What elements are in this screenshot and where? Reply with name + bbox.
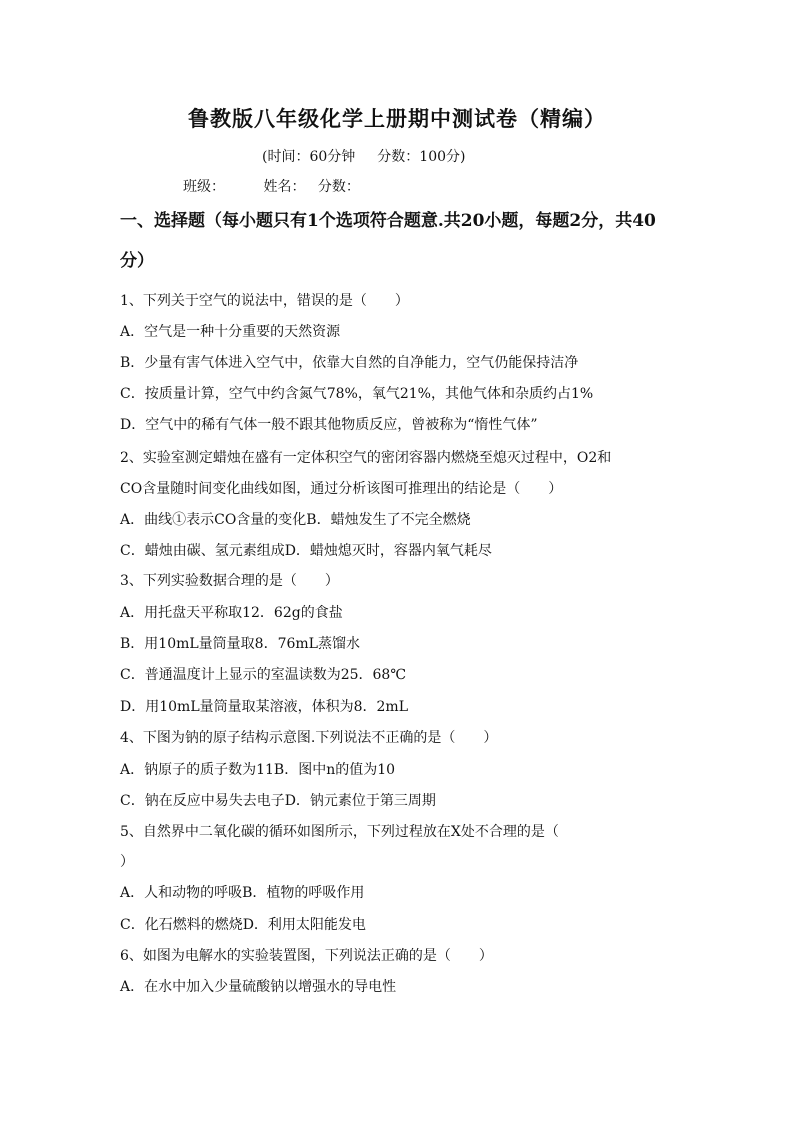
question-line: B．少量有害气体进入空气中，依靠大自然的自净能力，空气仍能保持洁净: [120, 355, 579, 371]
question-line: D．空气中的稀有气体一般不跟其他物质反应，曾被称为“惰性气体”: [120, 417, 538, 433]
question-line: A．空气是一种十分重要的天然资源: [120, 324, 341, 340]
question-line: 4、下图为钠的原子结构示意图.下列说法不正确的是（ ）: [120, 730, 498, 746]
name-label: 姓名：: [263, 179, 306, 195]
question-line: A．用托盘天平称取12．62g的食盐: [120, 605, 343, 621]
page-title: 鲁教版八年级化学上册期中测试卷（精编）: [188, 106, 606, 131]
question-line: 1、下列关于空气的说法中，错误的是（ ）: [120, 293, 409, 309]
question-line: 3、下列实验数据合理的是（ ）: [120, 573, 339, 589]
question-line: A．钠原子的质子数为11B．图中n的值为10: [120, 762, 396, 778]
section-heading: 一、选择题（每小题只有1个选项符合题意.共20小题，每题2分，共40分）: [120, 211, 656, 271]
question-line: D．用10mL量筒量取某溶液，体积为8．2mL: [120, 699, 408, 715]
question-line: 5、自然界中二氧化碳的循环如图所示，下列过程放在X处不合理的是（: [120, 824, 559, 840]
question-line: A．在水中加入少量硫酸钠以增强水的导电性: [120, 979, 397, 995]
exam-time-score: [262, 146, 487, 166]
question-line: C．钠在反应中易失去电子D．钠元素位于第三周期: [120, 793, 436, 809]
student-info: [183, 176, 360, 196]
question-line: C．普通温度计上显示的室温读数为25．68℃: [120, 667, 407, 683]
question-line: C．化石燃料的燃烧D．利用太阳能发电: [120, 917, 366, 933]
question-line: ）: [120, 854, 134, 870]
question-line: 6、如图为电解水的实验装置图，下列说法正确的是（ ）: [120, 948, 493, 964]
question-line: 2、实验室测定蜡烛在盛有一定体积空气的密闭容器内燃烧至熄灭过程中，O2和: [120, 450, 612, 466]
question-line: C．按质量计算，空气中约含氮气78%，氧气21%，其他气体和杂质约占1%: [120, 386, 594, 402]
question-line: B．用10mL量筒量取8．76mL蒸馏水: [120, 636, 360, 652]
question-line: A．人和动物的呼吸B．植物的呼吸作用: [120, 885, 365, 901]
question-line: CO含量随时间变化曲线如图，通过分析该图可推理出的结论是（ ）: [120, 481, 563, 497]
exam-total-score: 分数：100分): [377, 149, 466, 165]
question-line: C．蜡烛由碳、氢元素组成D．蜡烛熄灭时，容器内氧气耗尽: [120, 543, 492, 559]
score-label: 分数：: [317, 179, 360, 195]
exam-time: (时间：60分钟: [262, 149, 356, 165]
question-line: A．曲线①表示CO含量的变化B．蜡烛发生了不完全燃烧: [120, 512, 471, 528]
class-label: 班级：: [183, 179, 225, 195]
